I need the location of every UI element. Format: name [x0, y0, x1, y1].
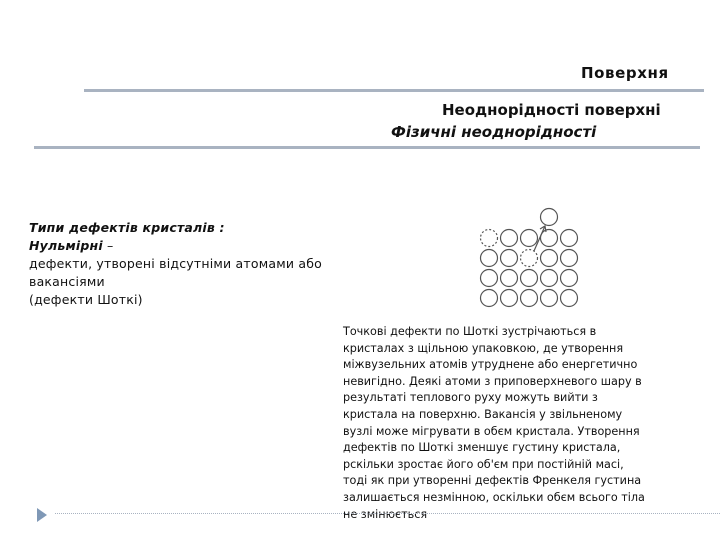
atom-circle — [541, 270, 558, 287]
atom-circle — [541, 250, 558, 267]
atom-circle — [501, 230, 518, 247]
para-line: кристалах з щільною упаковкою, де утворення — [343, 341, 624, 355]
para-line: дефектів по Шоткі зменшує густину кристала, — [343, 441, 621, 455]
vacancy-circle — [521, 250, 538, 267]
section-divider — [34, 146, 700, 149]
atom-circle — [561, 230, 578, 247]
defect-types-block — [29, 219, 374, 309]
para-line: результаті теплового руху можуть вийти з — [343, 391, 598, 405]
footer-divider — [55, 513, 720, 514]
atom-circle — [541, 230, 558, 247]
atom-circle — [561, 290, 578, 307]
slide-title: Поверхня — [581, 64, 669, 82]
defect-term-line — [29, 237, 374, 255]
triangle-right-icon — [37, 508, 47, 522]
atom-circle — [561, 250, 578, 267]
para-line: Точкові дефекти по Шоткі зустрічаються в — [343, 325, 597, 338]
atom-circle — [481, 290, 498, 307]
para-line: міжвузельних атомів утруднене або енергетично — [343, 358, 638, 372]
defect-types-heading: Типи дефектів кристалів : — [29, 220, 225, 235]
para-line: залишається незмінною, оскільки обєм всього тіла — [343, 490, 645, 504]
defect-term: Нульмірні — [29, 238, 103, 253]
defect-desc-line-2: вакансіями — [29, 274, 105, 289]
atom-circle — [521, 290, 538, 307]
migration-arrow — [534, 226, 545, 251]
atom-circle — [501, 270, 518, 287]
para-line: вузлі може мігрувати в обєм кристала. Утворення — [343, 424, 640, 438]
title-divider — [84, 89, 704, 92]
defect-term-dash: – — [102, 238, 114, 253]
para-line: невигідно. Деякі атоми з приповерхневого шару в — [343, 374, 642, 388]
section-heading: Фізичні неоднорідності — [391, 123, 597, 141]
atom-circle — [501, 250, 518, 267]
defect-desc-line-1: дефекти, утворені відсутніми атомами або — [29, 256, 322, 271]
atom-circle — [481, 230, 498, 247]
slide-subtitle: Неоднорідності поверхні — [442, 101, 661, 119]
para-line: рскільки зростає його об'єм при постійній масі, — [343, 457, 624, 471]
schottky-description — [343, 324, 698, 523]
para-line: не змінюється — [343, 507, 428, 521]
atom-circle — [481, 250, 498, 267]
para-line: тоді як при утворенні дефектів Френкеля густина — [343, 474, 642, 488]
schottky-defect-diagram — [476, 205, 586, 311]
atom-circle — [541, 290, 558, 307]
atom-circle — [501, 290, 518, 307]
atom-circle — [561, 270, 578, 287]
atom-circle — [521, 270, 538, 287]
atom-circle — [521, 230, 538, 247]
surface-atom-circle — [541, 209, 558, 226]
atom-circle — [481, 270, 498, 287]
para-line: кристала на поверхню. Вакансія у звільненому — [343, 407, 623, 421]
defect-desc-line-3: (дефекти Шоткі) — [29, 292, 143, 307]
